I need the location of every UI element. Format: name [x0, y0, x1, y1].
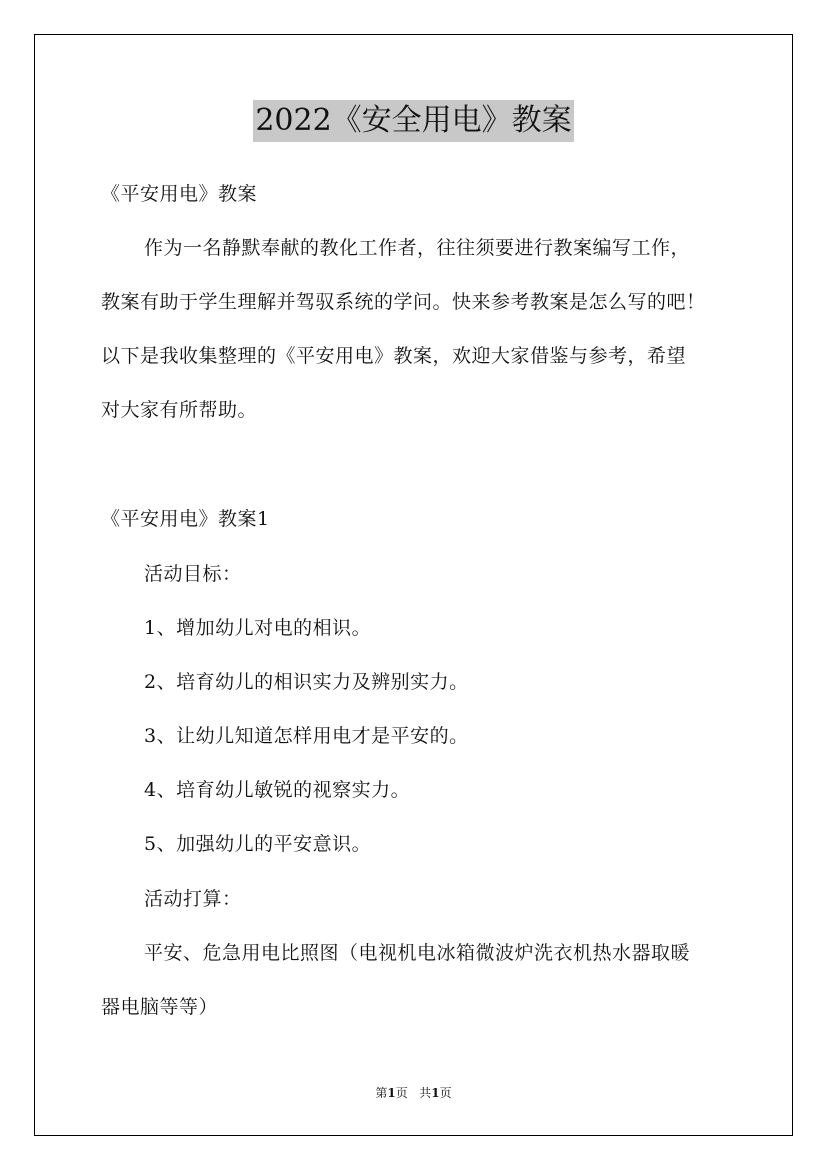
goal-item-5: 5、加强幼儿的平安意识。 [144, 833, 372, 855]
goal-item-1: 1、增加幼儿对电的相识。 [144, 617, 372, 639]
footer-total-number: 1 [431, 1086, 440, 1100]
prep-line-2: 器电脑等等） [101, 996, 219, 1018]
prep-heading: 活动打算： [144, 888, 242, 910]
goals-heading: 活动目标： [144, 563, 242, 585]
page-footer [0, 1085, 827, 1101]
footer-page-prefix: 第 [375, 1086, 388, 1100]
goal-item-4: 4、培育幼儿敏锐的视察实力。 [144, 779, 411, 801]
intro-line-4: 对大家有所帮助。 [101, 399, 258, 421]
intro-line-3: 以下是我收集整理的《平安用电》教案，欢迎大家借鉴与参考，希望 [101, 345, 687, 367]
goal-item-2: 2、培育幼儿的相识实力及辨别实力。 [144, 671, 469, 693]
document-title: 2022《安全用电》教案 [253, 100, 573, 142]
footer-total-suffix: 页 [439, 1086, 452, 1100]
goal-item-3: 3、让幼儿知道怎样用电才是平安的。 [144, 725, 469, 747]
intro-line-2: 教案有助于学生理解并驾驭系统的学问。快来参考教案是怎么写的吧！ [101, 291, 706, 313]
intro-line-1: 作为一名静默奉献的教化工作者，往往须要进行教案编写工作， [144, 237, 691, 259]
footer-page-suffix: 页 [395, 1086, 408, 1100]
footer-page-number: 1 [387, 1086, 396, 1100]
title-wrap [0, 100, 827, 142]
document-subtitle: 《平安用电》教案 [101, 183, 258, 205]
footer-total-prefix: 共 [419, 1086, 432, 1100]
section-heading: 《平安用电》教案1 [101, 508, 270, 530]
prep-line-1: 平安、危急用电比照图（电视机电冰箱微波炉洗衣机热水器取暖 [144, 942, 691, 964]
